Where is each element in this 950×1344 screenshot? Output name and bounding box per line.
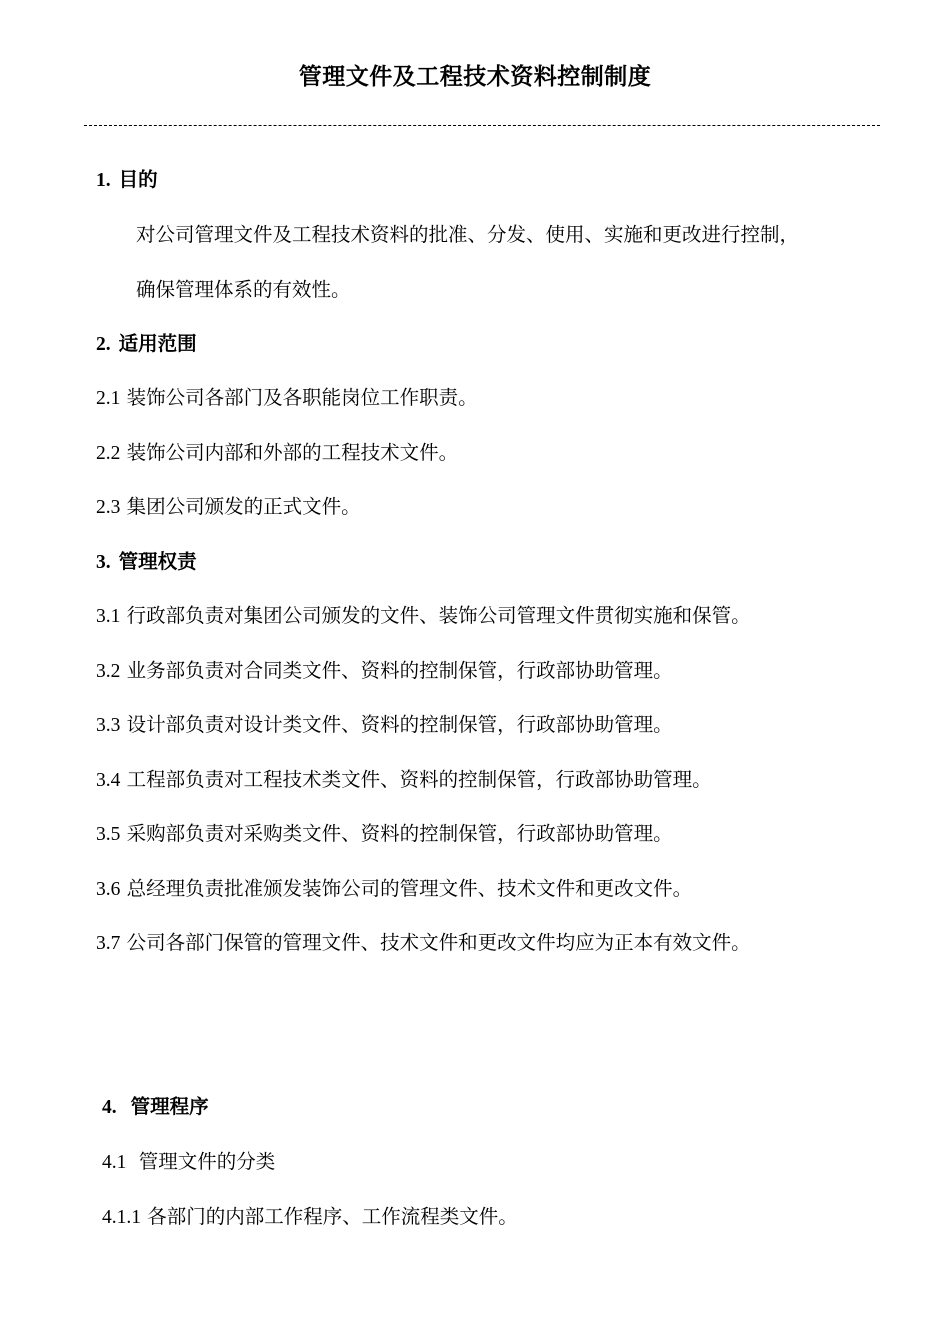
item-number: 4.1.1: [102, 1207, 141, 1228]
section-number: 4.: [102, 1097, 117, 1118]
section-number: 2.: [96, 334, 111, 355]
item-number: 3.4: [96, 770, 121, 791]
list-item: [96, 494, 361, 521]
list-item: [96, 440, 458, 467]
section-1-paragraph-line-1: 对公司管理文件及工程技术资料的批准、分发、使用、实施和更改进行控制，: [136, 223, 800, 246]
item-number: 3.1: [96, 606, 121, 627]
section-title: 管理权责: [118, 550, 197, 573]
item-number: 3.5: [96, 824, 121, 845]
item-number: 4.1: [102, 1152, 127, 1173]
list-item: [96, 712, 673, 739]
item-text: 各部门的内部工作程序、工作流程类文件。: [147, 1205, 518, 1228]
item-number: 3.7: [96, 933, 121, 954]
document-title: 管理文件及工程技术资料控制制度: [298, 64, 652, 90]
item-number: 3.2: [96, 661, 121, 682]
section-title: 目的: [118, 168, 158, 191]
list-item: [96, 876, 692, 903]
item-text: 设计部负责对设计类文件、资料的控制保管，行政部协助管理。: [126, 713, 673, 736]
item-text: 总经理负责批准颁发装饰公司的管理文件、技术文件和更改文件。: [126, 877, 693, 900]
list-item: [102, 1204, 518, 1231]
section-title: 适用范围: [118, 332, 197, 355]
item-text: 工程部负责对工程技术类文件、资料的控制保管，行政部协助管理。: [126, 768, 712, 791]
list-item: [96, 930, 751, 957]
list-item: [96, 658, 673, 685]
list-item: [96, 767, 712, 794]
item-number: 2.3: [96, 497, 121, 518]
dashed-divider: [84, 125, 880, 126]
section-number: 3.: [96, 552, 111, 573]
section-3-heading: [96, 549, 197, 576]
item-number: 2.1: [96, 388, 121, 409]
list-item: [96, 603, 751, 630]
item-number: 2.2: [96, 443, 121, 464]
item-text: 集团公司颁发的正式文件。: [126, 495, 361, 518]
item-number: 3.6: [96, 879, 121, 900]
item-text: 装饰公司各部门及各职能岗位工作职责。: [126, 386, 478, 409]
section-4-heading: [102, 1094, 209, 1121]
item-text: 装饰公司内部和外部的工程技术文件。: [126, 441, 459, 464]
section-2-heading: [96, 331, 197, 358]
item-text: 行政部负责对集团公司颁发的文件、装饰公司管理文件贯彻实施和保管。: [126, 604, 751, 627]
item-text: 管理文件的分类: [138, 1150, 276, 1173]
item-text: 公司各部门保管的管理文件、技术文件和更改文件均应为正本有效文件。: [126, 931, 751, 954]
item-text: 业务部负责对合同类文件、资料的控制保管，行政部协助管理。: [126, 659, 673, 682]
list-item: [96, 385, 478, 412]
list-item: [96, 821, 673, 848]
item-number: 3.3: [96, 715, 121, 736]
section-1-heading: [96, 167, 158, 194]
list-item: [102, 1149, 275, 1176]
section-1-paragraph-line-2: 确保管理体系的有效性。: [136, 278, 351, 301]
item-text: 采购部负责对采购类文件、资料的控制保管，行政部协助管理。: [126, 822, 673, 845]
section-title: 管理程序: [130, 1095, 209, 1118]
section-number: 1.: [96, 170, 111, 191]
